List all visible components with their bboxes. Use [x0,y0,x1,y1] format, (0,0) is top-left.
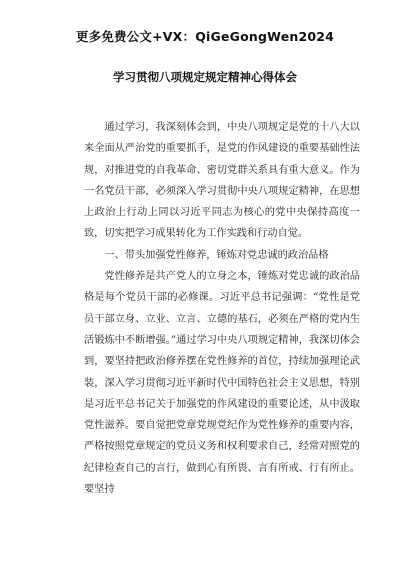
body-paragraph: 党性修养是共产党人的立身之本，锤炼对党忠诚的政治品格是每个党员干部的必修课。习近平总书记强调：“党性是党员干部立身、立业、立言、立德的基石，必须在严格的党内生活锻炼中不断增强。”通过学习中央八项规定精神，我深切体会到，要坚持把政治修养摆在党性修养的首位，持续加强理论武装，深入学习贯彻习近平新时代中国特色社会主义思想，特别是习近平总书记关于加强党的作风建设的重要论述，从中汲取党性滋养。要自觉把党章党规党纪作为党性修养的重要内容，严格按照党章规定的党员义务和权利要求自己，经常对照党的纪律检查自己的言行，做到心有所畏、言有所戒、行有所止。要坚持 [84,271,360,496]
document-body [84,117,360,500]
section-heading: 一、带头加强党性修养，锤炼对党忠诚的政治品格 [104,249,329,261]
intro-paragraph: 通过学习，我深刻体会到，中央八项规定是党的十八大以来全面从严治党的重要抓手，是党的作风建设的重要基础性法规，对推进党的自我革命、密切党群关系具有重大意义。作为一名党员干部，必须深入学习贯彻中央八项规定精神，在思想上政治上行动上同以习近平同志为核心的党中央保持高度一致，切实把学习成果转化为工作实践和行动自觉。 [84,122,360,240]
document-title: 学习贯彻八项规定规定精神心得体会 [113,70,297,84]
document-header: 更多免费公文+VX：QiGeGongWen2024 [75,29,335,44]
